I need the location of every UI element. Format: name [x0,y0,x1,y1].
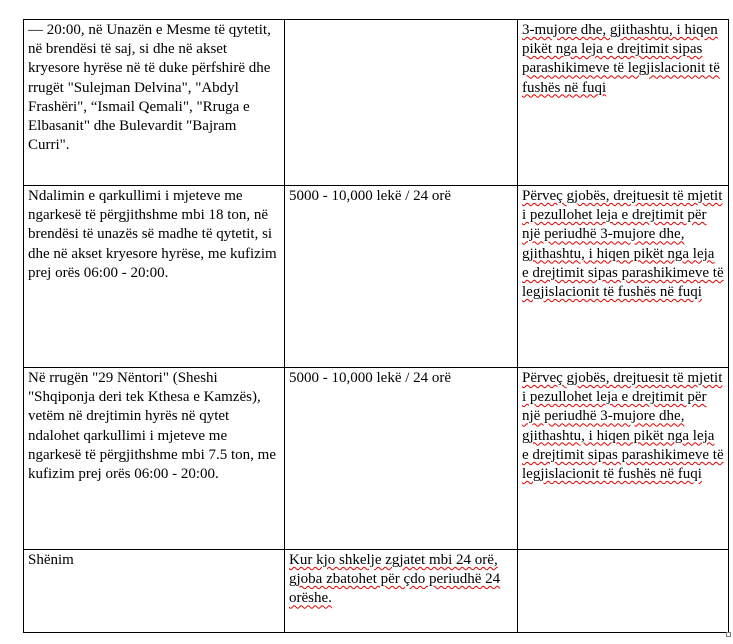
note-label-cell[interactable] [24,550,285,633]
measure-cell[interactable] [518,186,729,368]
note-text: Kur kjo shkelje zgjatet mbi 24 orë, gjoba zbatohet për çdo periudhë 24 orëshe. [289,552,501,607]
empty-cell[interactable] [518,550,729,633]
table-row [24,186,729,368]
violation-cell[interactable] [24,20,285,186]
violation-cell[interactable] [24,368,285,550]
measure-cell[interactable] [518,20,729,186]
measure-text: Përveç gjobës, drejtuesit të mjetit i pezullohet leja e drejtimit për një periudhë 3-mujore dhe, gjithashtu, i hiqen pikët nga leja e drejtimit sipas parashikimeve të legjislacionit të fushës në fuqi [522,370,724,483]
fine-cell[interactable] [285,20,518,186]
measure-text: Përveç gjobës, drejtuesit të mjetit i pezullohet leja e drejtimit për një periudhë 3-mujore dhe, gjithashtu, i hiqen pikët nga leja e drejtimit sipas parashikimeve të legjislacionit të fushës në fuqi [522,188,724,301]
table-row [24,368,729,550]
violation-cell[interactable] [24,186,285,368]
note-label: Shënim [28,552,74,568]
violation-text: Ndalimin e qarkullimi i mjeteve me ngarkesë të përgjithshme mbi 18 ton, në brendësi të unazës së madhe të qytetit, si dhe në akset kryesore hyrëse, me kufizim prej orës 06:00 - 20:00. [28,188,277,281]
measure-cell[interactable] [518,368,729,550]
fine-cell[interactable] [285,186,518,368]
document-table [23,19,729,633]
fine-cell[interactable] [285,368,518,550]
violation-text: — 20:00, në Unazën e Mesme të qytetit, në brendësi të saj, si dhe në akset kryesore hyrëse në të duke përfshirë dhe rrugët "Sulejman Delvina", "Abdyl Frashëri", “Ismail Qemali", "Rruga e Elbasanit" dhe Bulevardit "Bajram Curri". [28,22,271,154]
fine-text: 5000 - 10,000 lekë / 24 orë [289,370,452,386]
fine-text: 5000 - 10,000 lekë / 24 orë [289,188,452,204]
table-resize-handle[interactable] [726,632,731,637]
measure-text: 3-mujore dhe, gjithashtu, i hiqen pikët nga leja e drejtimit sipas parashikimeve të legjislacionit të fushës në fuqi [522,22,720,96]
violation-text: Në rrugën "29 Nëntori" (Sheshi "Shqiponja deri tek Kthesa e Kamzës), vetëm në drejtimin hyrës në qytet ndalohet qarkullimi i mjeteve me ngarkesë të përgjithshme mbi 7.5 ton, me kufizim prej orës 06:00 - 20:00. [28,370,277,483]
table-row [24,20,729,186]
note-text-cell[interactable] [285,550,518,633]
table-row [24,550,729,633]
